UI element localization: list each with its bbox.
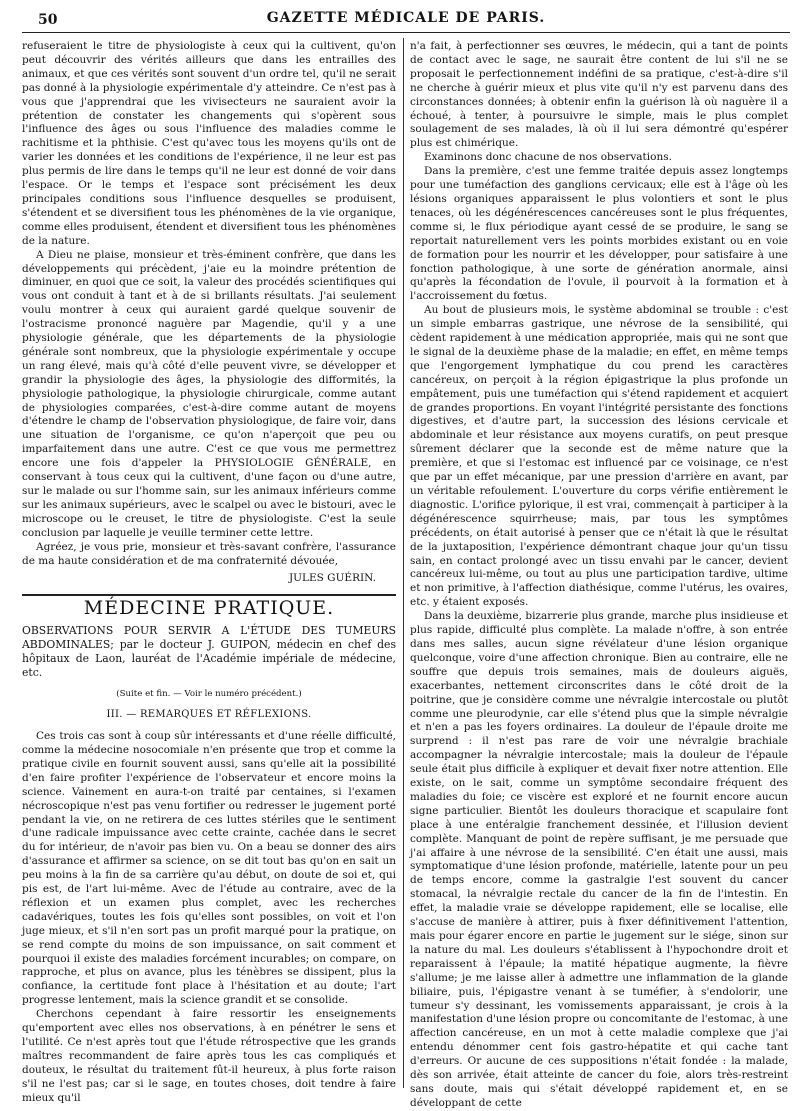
signature: JULES GUÉRIN. [288,572,376,585]
right-column [410,40,788,1111]
right-paragraph-3: Dans la première, c'est une femme traitée depuis assez longtemps pour une tuméfaction des ganglions cervicaux; elle est à l'âge où les lésions organiques apparaissent le plus volontiers et sont le plus tenaces, où les dégénérescences cancéreuses sont le plus fréquentes, comme si, le flux périodique ayant cessé de se produire, le sang se reportait naturellement vers les points morbides existant ou en voie de formation pour les nourrir et les développer, pour satisfaire à une fonction pathologique, à une sorte de génération anormale, ainsi qu'après la fécondation de l'ovule, il pourvoit à la formation et à l'accroissement du fœtus. [410,165,788,303]
section-title: MÉDECINE PRATIQUE. [83,597,335,620]
article-heading: OBSERVATIONS POUR SERVIR A L'ÉTUDE DES TUMEURS ABDOMINALES; par le docteur J. GUIPON, médecin en chef des hôpitaux de Laon, lauréat de l'Académie impériale de médecine, etc. [22,624,396,680]
right-paragraph-5: Dans la deuxième, bizarrerie plus grande, marche plus insidieuse et plus rapide, difficulté plus complète. La malade n'offre, à son entrée dans mes salles, aucun signe révélateur d'une lésion organique quelconque, voire d'une affection chronique. Bien au contraire, elle ne souffre que depuis trois semaines, mais de douleurs aiguës, exacerbantes, nettement circonscrites dans le côté droit de la poitrine, que je considère comme une névralgie intercostale ou plutôt comme une pleurodynie, car elle s'étend plus que la simple névralgie et n'en a pas les foyers ordinaires. La douleur de l'épaule droite me surprend : il n'est pas rare de voir une névralgie brachiale accompagner la névralgie intercostale; mais la douleur de l'épaule seule était plus difficile à expliquer et devait fixer notre attention. Elle existe, on le sait, comme un symptôme secondaire fréquent des maladies du foie; ce viscère est exploré et ne fournit encore aucun signe particulier. Bientôt les douleurs thoracique et scapulaire font place à une entéralgie franchement dessinée, et l'illusion devient complète. Manquant de point de repère suffisant, je me persuade que j'ai affaire à une névrose de la sensibilité. C'en était une aussi, mais symptomatique d'une lésion profonde, matérielle, latente pour un peu de temps encore, comme la gastralgie l'est souvent du cancer stomacal, la névralgie rectale du cancer de la fin de l'intestin. En effet, la maladie vraie se développe rapidement, elle se localise, elle s'accuse de manière à attirer, puis à fixer définitivement l'attention, mais pour égarer encore en partie le jugement sur le siége, sinon sur la nature du mal. Les douleurs s'établissent à l'hypochondre droit et reparaissent à l'épaule; la matité hépatique augmente, la fièvre s'allume; je me laisse aller à admettre une inflammation de la glande biliaire, puis, l'épigastre venant à se tuméfier, à s'endolorir, une tumeur s'y dessinant, les vomissements apparaissant, je crois à la manifestation d'une lésion propre ou concomitante de l'estomac, à une affection cancéreuse, en un mot à cette maladie complexe que j'ai entendu dénommer cent fois gastro-hépatite et qui cache tant d'erreurs. Or aucune de ces suppositions n'était fondée : la malade, dès son arrivée, était atteinte de cancer du foie, alors très-restreint sans doute, mais qui s'était développé rapidement et, en se développant de cette [410,610,788,1109]
continuation-note: (Suite et fin. — Voir le numéro précédent.) [116,689,302,700]
left-paragraph-2: A Dieu ne plaise, monsieur et très-éminent confrère, que dans les développements qui précèdent, j'aie eu la moindre prétention de diminuer, en quoi que ce soit, la valeur des procédés scientifiques qui vous ont conduit à tant et à de si brillants résultats. J'ai seulement voulu montrer à ceux qui auraient gardé quelque souvenir de l'ostracisme prononcé naguère par Magendie, qu'il y a une physiologie générale, que les départements de la physiologie générale sont nombreux, que la physiologie expérimentale y occupe un rang élevé, mais qu'à côté d'elle peuvent vivre, se développer et grandir la physiologie des âges, la physiologie des difformités, la physiologie pathologique, la physiologie chirurgicale, comme autant de physiologies comparées, c'est-à-dire comme autant de moyens d'étendre le champ de l'observation physiologique, de faire voir, dans une situation de l'organisme, ce qu'on n'aperçoit que peu ou imparfaitement dans une autre. C'est ce que vous me permettrez encore une fois d'appeler la PHYSIOLOGIE GÉNÉRALE, en conservant à tous ceux qui la cultivent, d'une façon ou d'une autre, sur le malade ou sur l'homme sain, sur les animaux inférieurs comme sur les animaux supérieurs, avec le scalpel ou avec le bistouri, avec le microscope ou le creuset, le titre de physiologiste. C'est la seule conclusion par laquelle je veuille terminer cette lettre. [22,248,396,539]
left-paragraph-5: Cherchons cependant à faire ressortir les enseignements qu'emportent avec elles nos observations, à en pénétrer le sens et l'utilité. Ce n'est après tout que l'étude rétrospective que les grands maîtres recommandent de faire après tous les cas compliqués et douteux, le résultat du traitement fût-il heureux, à plus forte raison s'il ne l'est pas; car si le sage, en toutes choses, doit tendre à faire mieux qu'il [22,1008,396,1104]
right-paragraph-4: Au bout de plusieurs mois, le système abdominal se trouble : c'est un simple embarras gastrique, une névrose de la sensibilité, qui cèdent rapidement à une médication appropriée, mais qui ne sont que le signal de la deuxième phase de la maladie; en effet, en même temps que l'engorgement lymphatique du cou prend les caractères cancéreux, on perçoit à la région épigastrique la plus profonde un empâtement, puis une tuméfaction qui s'étend rapidement et acquiert de grandes proportions. En voyant l'intégrité persistante des fonctions digestives, et d'autre part, la succession des lésions cervicale et abdominale et leur résistance aux moyens curatifs, on peut presque sûrement déclarer que la seconde est de même nature que la première, et que si l'estomac est influencé par ce voisinage, ce n'est que par un effet mécanique, par une pression d'arrière en avant, par un véritable refoulement. L'ouverture du corps vérifie entièrement le diagnostic. L'orifice pylorique, il est vrai, commençait à participer à la dégénérescence squirrheuse; mais, par tous les symptômes précédents, on était autorisé à penser que ce n'était là que le résultat de la juxtaposition, l'expérience démontrant chaque jour qu'un tissu sain, en contact prolongé avec un tissu envahi par le cancer, devient cancéreux lui-même, ou tout au plus une participation tardive, ultime et non primitive, à l'affection diathésique, comme l'utérus, les ovaires, etc. y étaient exposés. [410,304,788,609]
page-header [22,6,790,33]
subsection-heading: III. — REMARQUES ET RÉFLEXIONS. [106,709,312,721]
running-title: GAZETTE MÉDICALE DE PARIS. [266,10,546,26]
left-paragraph-4: Ces trois cas sont à coup sûr intéressants et d'une réelle difficulté, comme la médecine nosocomiale n'en présente que trop et comme la pratique civile en fournit souvent aussi, sans qu'elle ait la possibilité d'en faire profiter l'expérience de l'observateur et encore moins la science. Vainement en aura-t-on traité par centaines, si l'examen nécroscopique n'est pas venu fortifier ou redresser le jugement porté pendant la vie, on ne retirera de ces luttes stériles que le sentiment d'une radicale impuissance avec cette crainte, cachée dans le secret du for intérieur, de n'avoir pas bien vu. On a beau se donner des airs d'assurance et affirmer sa science, on se dit tout bas qu'on en sait un peu moins à la fin de sa carrière qu'au début, on doute de soi et, qui pis est, de l'art lui-même. Avec de l'étude au contraire, avec de la réflexion et un examen plus complet, avec les recherches cadavériques, toutes les fois qu'elles sont possibles, on voit et l'on juge mieux, et s'il n'en sort pas un profit marqué pour la pratique, on se rend compte du moins de son impuissance, on sait comment et pourquoi il existe des maladies forcément incurables; on compare, on rapproche, et plus on avance, plus les ténèbres se dissipent, plus la confiance, la certitude font place à l'hésitation et au doute; l'art progresse lentement, mais la science grandit et se consolide. [22,730,396,1007]
right-paragraph-2: Examinons donc chacune de nos observations. [424,151,672,164]
right-paragraph-1: n'a fait, à perfectionner ses œuvres, le médecin, qui a tant de points de contact avec le sage, ne saurait être content de lui s'il ne se proposait le perfectionnement indéfini de sa pratique, c'est-à-dire s'il ne cherche à guérir mieux et plus vite qu'il n'y est parvenu dans des circonstances données; à obtenir enfin la guérison là où naguère il a échoué, à tenter, à poursuivre le simple, mais le plus complet soulagement de ses malades, là où il lui sera démontré qu'espérer plus est chimérique. [410,40,788,150]
page-number: 50 [38,12,58,28]
left-paragraph-3: Agréez, je vous prie, monsieur et très-savant confrère, l'assurance de ma haute considération et de ma confraternité dévouée, [22,540,396,567]
left-column [22,40,396,1106]
left-paragraph-1: refuseraient le titre de physiologiste à ceux qui la cultivent, qu'on peut découvrir des vérités ailleurs que dans les entrailles des animaux, et que ces vérités sont souvent d'un ordre tel, qu'il ne serait pas donné à la physiologie expérimentale d'y atteindre. Ce n'est pas à vous que j'apprendrai que les vivisecteurs ne sauraient avoir la prétention de constater les changements qui s'opèrent sous l'influence des âges ou sous l'influence des maladies comme le rachitisme et la phthisie. C'est qu'avec tous les moyens qu'ils ont de varier les données et les conditions de l'expérience, il ne leur est pas plus permis de lire dans le temps qu'il ne leur est donné de voir dans l'espace. Or le temps et l'espace sont précisément les deux principales conditions sous l'influence desquelles se produisent, s'étendent et se diversifient tous les phénomènes de la vie organique, comme elles produisent, étendent et diversifient tous les phénomènes de la nature. [22,40,396,247]
column-divider [403,38,404,1088]
